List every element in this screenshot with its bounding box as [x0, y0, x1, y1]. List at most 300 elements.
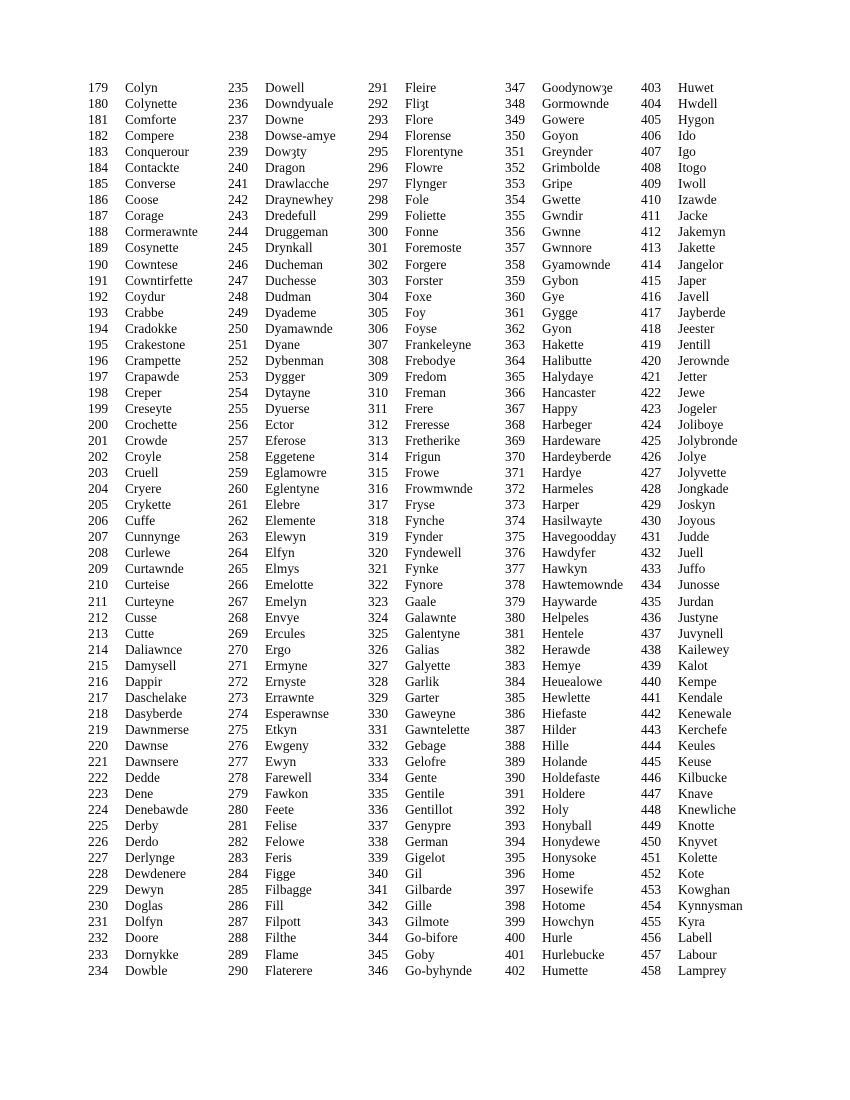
entry-name: Jangelor	[678, 256, 724, 272]
list-item	[88, 626, 228, 642]
entry-number: 422	[641, 384, 662, 400]
entry-name: Crochette	[125, 416, 178, 432]
entry-number: 369	[505, 433, 526, 449]
list-item	[88, 947, 228, 963]
list-item	[88, 401, 228, 417]
list-item	[505, 401, 641, 417]
list-item	[228, 96, 368, 112]
entry-number: 345	[368, 946, 389, 962]
entry-number: 260	[228, 481, 249, 497]
entry-name: Compere	[125, 128, 175, 144]
list-item	[368, 385, 505, 401]
entry-name: Felowe	[265, 834, 305, 850]
list-item	[641, 818, 788, 834]
list-item	[368, 449, 505, 465]
entry-name: Errawnte	[265, 689, 315, 705]
list-item	[228, 802, 368, 818]
entry-number: 400	[505, 930, 526, 946]
entry-number: 427	[641, 465, 662, 481]
list-item	[505, 722, 641, 738]
entry-number: 438	[641, 641, 662, 657]
list-item	[641, 947, 788, 963]
list-item	[228, 818, 368, 834]
entry-name: Kendale	[678, 689, 723, 705]
entry-name: Kerchefe	[678, 721, 728, 737]
entry-number: 251	[228, 336, 249, 352]
entry-number: 193	[88, 304, 109, 320]
entry-number: 336	[368, 802, 389, 818]
entry-name: Cowntirfette	[125, 272, 193, 288]
list-item	[368, 802, 505, 818]
list-item	[88, 176, 228, 192]
entry-name: Gygge	[542, 304, 578, 320]
entry-name: Fretherike	[405, 433, 461, 449]
list-item	[368, 417, 505, 433]
entry-number: 447	[641, 786, 662, 802]
list-item	[641, 914, 788, 930]
list-item	[505, 947, 641, 963]
list-item	[505, 289, 641, 305]
entry-number: 298	[368, 192, 389, 208]
entry-name: Goby	[405, 946, 435, 962]
list-item	[228, 642, 368, 658]
entry-name: Judde	[678, 529, 710, 545]
list-item	[368, 898, 505, 914]
entry-number: 330	[368, 705, 389, 721]
entry-name: Gentillot	[405, 802, 453, 818]
entry-number: 413	[641, 240, 662, 256]
entry-number: 181	[88, 112, 109, 128]
entry-name: Foxe	[405, 288, 432, 304]
entry-number: 360	[505, 288, 526, 304]
entry-number: 381	[505, 625, 526, 641]
entry-number: 225	[88, 818, 109, 834]
entry-name: Gaweyne	[405, 705, 456, 721]
list-item	[368, 273, 505, 289]
entry-name: Creper	[125, 384, 162, 400]
list-item	[228, 273, 368, 289]
list-item	[641, 417, 788, 433]
entry-name: Labour	[678, 946, 717, 962]
entry-name: Eggetene	[265, 449, 315, 465]
list-item	[228, 914, 368, 930]
entry-number: 290	[228, 962, 249, 978]
entry-name: Holy	[542, 802, 569, 818]
list-column-3	[368, 80, 505, 979]
entry-name: Fonne	[405, 224, 439, 240]
entry-name: Hurle	[542, 930, 573, 946]
entry-name: Garter	[405, 689, 440, 705]
entry-name: Hewlette	[542, 689, 591, 705]
entry-number: 300	[368, 224, 389, 240]
list-item	[228, 722, 368, 738]
list-item	[88, 754, 228, 770]
entry-name: Damysell	[125, 657, 177, 673]
entry-name: Gaale	[405, 593, 437, 609]
entry-name: Go-byhynde	[405, 962, 472, 978]
list-item	[641, 754, 788, 770]
entry-number: 283	[228, 850, 249, 866]
list-item	[505, 128, 641, 144]
entry-number: 192	[88, 288, 109, 304]
entry-number: 240	[228, 160, 249, 176]
list-item	[368, 176, 505, 192]
list-item	[228, 770, 368, 786]
entry-number: 234	[88, 962, 109, 978]
entry-name: Kynnysman	[678, 898, 743, 914]
entry-name: Derlynge	[125, 850, 175, 866]
entry-name: Garlik	[405, 673, 440, 689]
entry-name: Gilbarde	[405, 882, 452, 898]
list-item	[641, 144, 788, 160]
list-item	[505, 449, 641, 465]
entry-number: 272	[228, 673, 249, 689]
entry-name: Cryere	[125, 481, 162, 497]
list-item	[505, 337, 641, 353]
list-item	[88, 433, 228, 449]
entry-number: 352	[505, 160, 526, 176]
list-item	[228, 481, 368, 497]
list-item	[88, 882, 228, 898]
list-item	[505, 642, 641, 658]
list-item	[641, 369, 788, 385]
entry-name: Knotte	[678, 818, 715, 834]
entry-number: 232	[88, 930, 109, 946]
entry-number: 209	[88, 561, 109, 577]
entry-name: Cosynette	[125, 240, 179, 256]
list-item	[88, 144, 228, 160]
list-item	[88, 128, 228, 144]
entry-number: 186	[88, 192, 109, 208]
entry-number: 187	[88, 208, 109, 224]
entry-name: Lamprey	[678, 962, 727, 978]
entry-number: 211	[88, 593, 108, 609]
list-item	[88, 642, 228, 658]
entry-name: Cruell	[125, 465, 159, 481]
entry-name: Knyvet	[678, 834, 718, 850]
entry-name: Dowse-amye	[265, 128, 336, 144]
entry-name: Juell	[678, 545, 704, 561]
entry-number: 253	[228, 368, 249, 384]
entry-name: Dybenman	[265, 352, 324, 368]
entry-name: Elewyn	[265, 529, 306, 545]
list-item	[88, 417, 228, 433]
list-item	[228, 513, 368, 529]
entry-number: 271	[228, 657, 249, 673]
list-item	[228, 208, 368, 224]
list-item	[641, 722, 788, 738]
entry-number: 353	[505, 176, 526, 192]
entry-name: Dedde	[125, 770, 160, 786]
list-item	[228, 160, 368, 176]
list-item	[228, 674, 368, 690]
entry-number: 439	[641, 657, 662, 673]
list-item	[368, 754, 505, 770]
entry-number: 327	[368, 657, 389, 673]
entry-name: Havegoodday	[542, 529, 617, 545]
list-column-2	[228, 80, 368, 979]
entry-name: Fleire	[405, 80, 437, 95]
list-item	[88, 802, 228, 818]
entry-number: 276	[228, 737, 249, 753]
list-item	[228, 594, 368, 610]
entry-number: 367	[505, 400, 526, 416]
entry-number: 281	[228, 818, 249, 834]
entry-name: Figge	[265, 866, 296, 882]
entry-name: Harper	[542, 497, 580, 513]
entry-number: 420	[641, 352, 662, 368]
entry-name: Hilder	[542, 721, 577, 737]
list-item	[368, 610, 505, 626]
entry-number: 219	[88, 721, 109, 737]
entry-name: Fynore	[405, 577, 443, 593]
entry-number: 206	[88, 513, 109, 529]
entry-name: Keules	[678, 737, 716, 753]
entry-number: 294	[368, 128, 389, 144]
list-item	[88, 850, 228, 866]
entry-number: 431	[641, 529, 662, 545]
list-item	[641, 305, 788, 321]
entry-number: 286	[228, 898, 249, 914]
list-item	[228, 224, 368, 240]
entry-number: 302	[368, 256, 389, 272]
entry-name: Fynder	[405, 529, 443, 545]
list-item	[228, 882, 368, 898]
list-item	[368, 770, 505, 786]
list-item	[88, 465, 228, 481]
entry-name: Goyon	[542, 128, 579, 144]
entry-number: 390	[505, 770, 526, 786]
list-item	[368, 561, 505, 577]
list-item	[228, 337, 368, 353]
entry-name: Foliette	[405, 208, 446, 224]
entry-number: 387	[505, 721, 526, 737]
entry-number: 212	[88, 609, 109, 625]
entry-number: 318	[368, 513, 389, 529]
list-item	[641, 497, 788, 513]
list-item	[641, 898, 788, 914]
entry-name: Frigun	[405, 449, 441, 465]
list-item	[88, 577, 228, 593]
entry-number: 433	[641, 561, 662, 577]
entry-number: 305	[368, 304, 389, 320]
entry-name: Humette	[542, 962, 589, 978]
entry-number: 437	[641, 625, 662, 641]
list-item	[368, 722, 505, 738]
entry-name: Justyne	[678, 609, 719, 625]
entry-name: Dyamawnde	[265, 320, 333, 336]
list-item	[368, 786, 505, 802]
entry-name: Emelotte	[265, 577, 314, 593]
list-item	[505, 963, 641, 979]
list-item	[228, 706, 368, 722]
list-item	[88, 610, 228, 626]
list-item	[88, 224, 228, 240]
entry-name: Denebawde	[125, 802, 189, 818]
entry-number: 394	[505, 834, 526, 850]
entry-number: 429	[641, 497, 662, 513]
entry-number: 342	[368, 898, 389, 914]
list-item	[641, 80, 788, 96]
list-column-5	[641, 80, 788, 979]
list-item	[228, 754, 368, 770]
list-item	[641, 770, 788, 786]
entry-name: Gwnne	[542, 224, 581, 240]
entry-number: 215	[88, 657, 109, 673]
list-item	[368, 642, 505, 658]
list-item	[88, 898, 228, 914]
list-item	[641, 433, 788, 449]
entry-number: 349	[505, 112, 526, 128]
entry-name: Filpott	[265, 914, 301, 930]
entry-number: 423	[641, 400, 662, 416]
entry-number: 256	[228, 416, 249, 432]
entry-number: 331	[368, 721, 389, 737]
entry-name: Harbeger	[542, 416, 592, 432]
entry-name: Fole	[405, 192, 429, 208]
entry-number: 375	[505, 529, 526, 545]
list-item	[228, 449, 368, 465]
entry-number: 411	[641, 208, 661, 224]
entry-name: Dyademe	[265, 304, 317, 320]
entry-number: 233	[88, 946, 109, 962]
entry-number: 220	[88, 737, 109, 753]
entry-name: Hardeyberde	[542, 449, 612, 465]
entry-number: 457	[641, 946, 662, 962]
entry-name: Flynger	[405, 176, 447, 192]
entry-name: Fynke	[405, 561, 439, 577]
entry-name: Feete	[265, 802, 294, 818]
list-item	[368, 401, 505, 417]
entry-name: Hiefaste	[542, 705, 587, 721]
entry-name: Hemye	[542, 657, 581, 673]
entry-number: 378	[505, 577, 526, 593]
entry-name: Filbagge	[265, 882, 312, 898]
entry-number: 428	[641, 481, 662, 497]
entry-name: Crapawde	[125, 368, 180, 384]
list-item	[368, 626, 505, 642]
list-item	[505, 208, 641, 224]
list-item	[641, 257, 788, 273]
entry-number: 313	[368, 433, 389, 449]
list-item	[228, 305, 368, 321]
entry-number: 373	[505, 497, 526, 513]
entry-name: Kilbucke	[678, 770, 728, 786]
entry-number: 432	[641, 545, 662, 561]
list-column-4	[505, 80, 641, 979]
entry-number: 452	[641, 866, 662, 882]
entry-number: 339	[368, 850, 389, 866]
list-item	[368, 706, 505, 722]
entry-name: Gigelot	[405, 850, 446, 866]
entry-name: Ergo	[265, 641, 291, 657]
list-item	[368, 738, 505, 754]
entry-name: Jetter	[678, 368, 707, 384]
entry-name: Dolfyn	[125, 914, 163, 930]
list-item	[505, 658, 641, 674]
list-item	[368, 305, 505, 321]
entry-number: 403	[641, 80, 662, 95]
entry-number: 379	[505, 593, 526, 609]
list-item	[228, 963, 368, 979]
entry-number: 351	[505, 144, 526, 160]
entry-name: Curlewe	[125, 545, 171, 561]
list-item	[505, 160, 641, 176]
entry-number: 320	[368, 545, 389, 561]
entry-number: 259	[228, 465, 249, 481]
entry-number: 451	[641, 850, 662, 866]
entry-name: Labell	[678, 930, 713, 946]
entry-number: 263	[228, 529, 249, 545]
entry-name: Eferose	[265, 433, 306, 449]
entry-number: 262	[228, 513, 249, 529]
list-item	[368, 481, 505, 497]
list-item	[505, 465, 641, 481]
entry-number: 326	[368, 641, 389, 657]
list-item	[228, 257, 368, 273]
list-item	[88, 866, 228, 882]
list-item	[368, 369, 505, 385]
entry-name: Colynette	[125, 96, 178, 112]
entry-name: Dowell	[265, 80, 305, 95]
entry-name: Etkyn	[265, 721, 297, 737]
entry-number: 362	[505, 320, 526, 336]
list-item	[88, 96, 228, 112]
entry-name: Huwet	[678, 80, 714, 95]
list-item	[641, 930, 788, 946]
entry-name: Hotome	[542, 898, 586, 914]
entry-name: Herawde	[542, 641, 591, 657]
entry-number: 341	[368, 882, 389, 898]
list-item	[505, 385, 641, 401]
entry-name: Cuffe	[125, 513, 156, 529]
entry-name: Keuse	[678, 753, 712, 769]
list-item	[228, 433, 368, 449]
list-item	[88, 722, 228, 738]
entry-name: Dragon	[265, 160, 306, 176]
entry-name: Joskyn	[678, 497, 716, 513]
entry-number: 252	[228, 352, 249, 368]
entry-number: 430	[641, 513, 662, 529]
list-item	[641, 273, 788, 289]
entry-number: 182	[88, 128, 109, 144]
entry-number: 303	[368, 272, 389, 288]
entry-name: Foyse	[405, 320, 437, 336]
entry-number: 393	[505, 818, 526, 834]
entry-name: Kenewale	[678, 705, 732, 721]
entry-name: Elfyn	[265, 545, 295, 561]
entry-number: 434	[641, 577, 662, 593]
entry-number: 267	[228, 593, 249, 609]
entry-number: 195	[88, 336, 109, 352]
list-item	[368, 321, 505, 337]
entry-number: 222	[88, 770, 109, 786]
list-item	[368, 128, 505, 144]
entry-name: Gente	[405, 770, 437, 786]
entry-name: Galentyne	[405, 625, 461, 641]
list-item	[641, 208, 788, 224]
entry-number: 405	[641, 112, 662, 128]
list-item	[368, 947, 505, 963]
entry-number: 261	[228, 497, 249, 513]
entry-number: 275	[228, 721, 249, 737]
entry-name: Hakette	[542, 336, 584, 352]
entry-name: Dasyberde	[125, 705, 183, 721]
entry-number: 364	[505, 352, 526, 368]
entry-number: 208	[88, 545, 109, 561]
list-item	[505, 754, 641, 770]
entry-name: Dyane	[265, 336, 300, 352]
